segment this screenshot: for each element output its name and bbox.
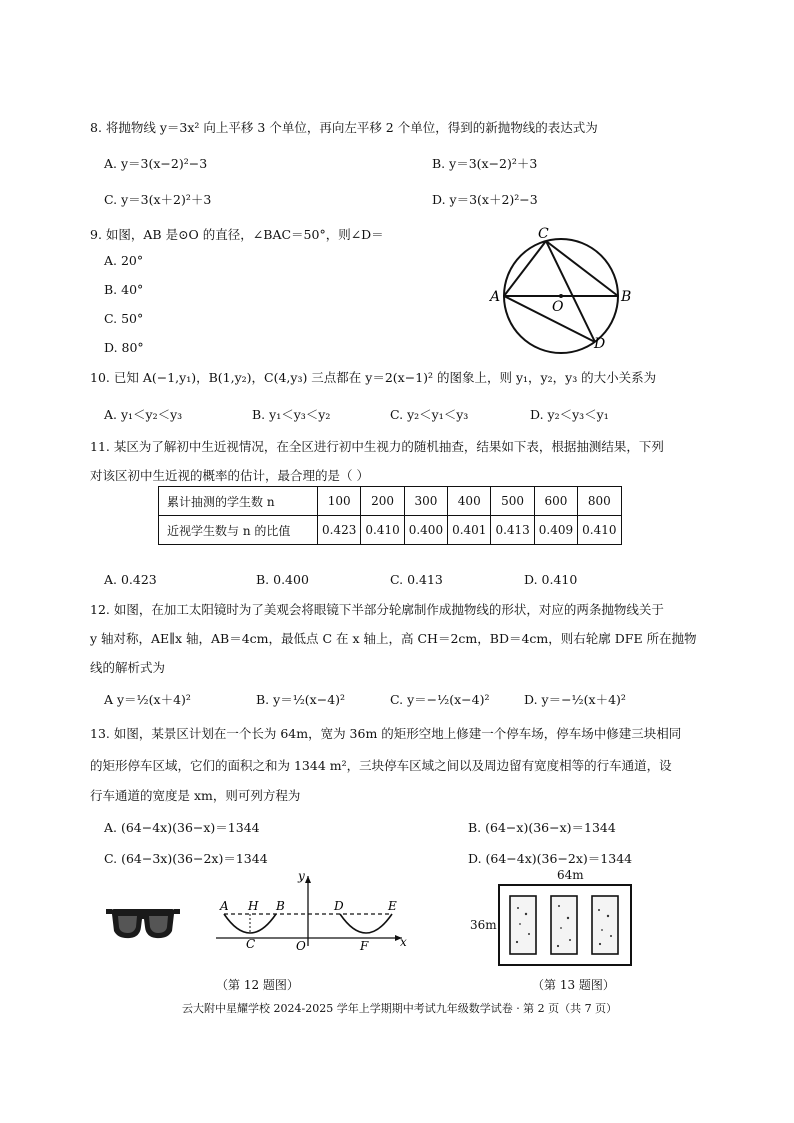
q8-option-d: D. y＝3(x＋2)²−3 [432,192,538,207]
label-e: E [388,899,397,913]
q13-option-a: A. (64−4x)(36−x)＝1344 [104,820,260,835]
q12-option-b: B. y＝½(x−4)² [256,692,346,707]
q13-fig-width-label: 64m [557,868,584,882]
chord-cd [546,241,595,342]
table-cell: 0.410 [361,516,404,545]
sunglasses-image [104,905,182,941]
q13-fig-height-label: 36m [470,918,497,932]
chord-ad [504,296,595,342]
q11-stem-line1: 11. 某区为了解初中生近视情况，在全区进行初中生视力的随机抽查，结果如下表，根据抽测结果，下列 [90,439,664,454]
table-row-header: 近视学生数与 n 的比值 [159,516,318,545]
label-x: x [400,935,407,949]
label-d: D [334,899,344,913]
table-cell: 400 [448,487,491,516]
label-b: B [276,899,285,913]
q8-option-c: C. y＝3(x＋2)²＋3 [104,192,212,207]
q13-stem-line1: 13. 如图，某景区计划在一个长为 64m，宽为 36m 的矩形空地上修建一个停车场，停车场中修建三块相同 [90,726,682,741]
table-cell: 600 [534,487,577,516]
q12-option-c: C. y＝−½(x−4)² [390,692,490,707]
q13-stem-line2: 的矩形停车区域，它们的面积之和为 1344 m²，三块停车区域之间以及周边留有宽度相等的行车通道，设 [90,758,672,773]
right-parabola [340,914,392,933]
q12-parabola-figure [210,868,410,953]
q13-parking-figure [498,884,632,966]
q9-option-b: B. 40° [104,282,144,297]
q12-caption: （第 12 题图） [216,978,299,992]
page-footer: 云大附中星耀学校 2024-2025 学年上学期期中考试九年级数学试卷 · 第 2 页（共 7 页） [182,1002,618,1015]
q9-circle-figure [490,225,630,350]
table-cell: 300 [404,487,447,516]
center-dot [559,294,563,298]
q11-option-a: A. 0.423 [104,572,157,587]
label-o: O [552,299,564,315]
table-cell: 0.423 [318,516,361,545]
q8-option-a: A. y＝3(x−2)²−3 [104,156,208,171]
q9-option-c: C. 50° [104,311,144,326]
table-row [159,487,622,516]
label-c: C [538,226,549,242]
table-cell: 0.413 [491,516,534,545]
label-f: F [360,939,369,953]
q10-option-d: D. y₂＜y₃＜y₁ [530,407,609,422]
q9-option-d: D. 80° [104,340,144,355]
q9-stem: 9. 如图，AB 是⊙O 的直径，∠BAC＝50°，则∠D＝ [90,227,384,242]
label-y: y [298,869,305,883]
q13-stem-line3: 行车通道的宽度是 xm，则可列方程为 [90,788,301,803]
table-cell: 0.409 [534,516,577,545]
table-cell: 800 [578,487,621,516]
table-cell: 500 [491,487,534,516]
label-a: A [220,899,229,913]
q11-data-table [158,486,622,545]
q10-option-b: B. y₁＜y₃＜y₂ [252,407,331,422]
q13-option-b: B. (64−x)(36−x)＝1344 [468,820,616,835]
q12-option-d: D. y＝−½(x＋4)² [524,692,626,707]
table-row [159,516,622,545]
q12-stem-line1: 12. 如图，在加工太阳镜时为了美观会将眼镜下半部分轮廓制作成抛物线的形状，对应的两条抛物线关于 [90,602,664,617]
parking-area-1 [510,896,536,954]
parking-area-2 [551,896,577,954]
q12-stem-line2: y 轴对称，AE∥x 轴，AB＝4cm，最低点 C 在 x 轴上，高 CH＝2cm，BD＝4cm，则右轮廓 DFE 所在抛物 [90,631,697,646]
q11-stem-line2: 对该区初中生近视的概率的估计，最合理的是（ ） [90,468,369,483]
parking-area-3 [592,896,618,954]
table-cell: 0.401 [448,516,491,545]
table-cell: 100 [318,487,361,516]
label-d: D [594,336,606,352]
q8-stem: 8. 将抛物线 y＝3x² 向上平移 3 个单位，再向左平移 2 个单位，得到的新抛物线的表达式为 [90,120,598,135]
y-axis-arrow [305,876,311,883]
label-c: C [246,937,256,951]
q12-stem-line3: 线的解析式为 [90,660,166,675]
q13-option-c: C. (64−3x)(36−2x)＝1344 [104,851,268,866]
q10-option-a: A. y₁＜y₂＜y₃ [104,407,183,422]
q10-option-c: C. y₂＜y₁＜y₃ [390,407,469,422]
q13-option-d: D. (64−4x)(36−2x)＝1344 [468,851,633,866]
q9-option-a: A. 20° [104,253,144,268]
q12-option-a: A y＝½(x＋4)² [104,692,191,707]
label-o: O [296,939,306,953]
table-cell: 0.400 [404,516,447,545]
label-h: H [248,899,259,913]
label-a: A [490,289,501,305]
table-row-header: 累计抽测的学生数 n [159,487,318,516]
q11-option-b: B. 0.400 [256,572,309,587]
q11-option-c: C. 0.413 [390,572,443,587]
q8-option-b: B. y＝3(x−2)²＋3 [432,156,538,171]
table-cell: 0.410 [578,516,621,545]
q11-option-d: D. 0.410 [524,572,578,587]
q10-stem: 10. 已知 A(−1,y₁)，B(1,y₂)，C(4,y₃) 三点都在 y＝2(x−1)² 的图象上，则 y₁，y₂，y₃ 的大小关系为 [90,370,657,385]
table-cell: 200 [361,487,404,516]
chord-cb [546,241,618,296]
q13-caption: （第 13 题图） [532,978,615,992]
label-b: B [621,289,632,305]
